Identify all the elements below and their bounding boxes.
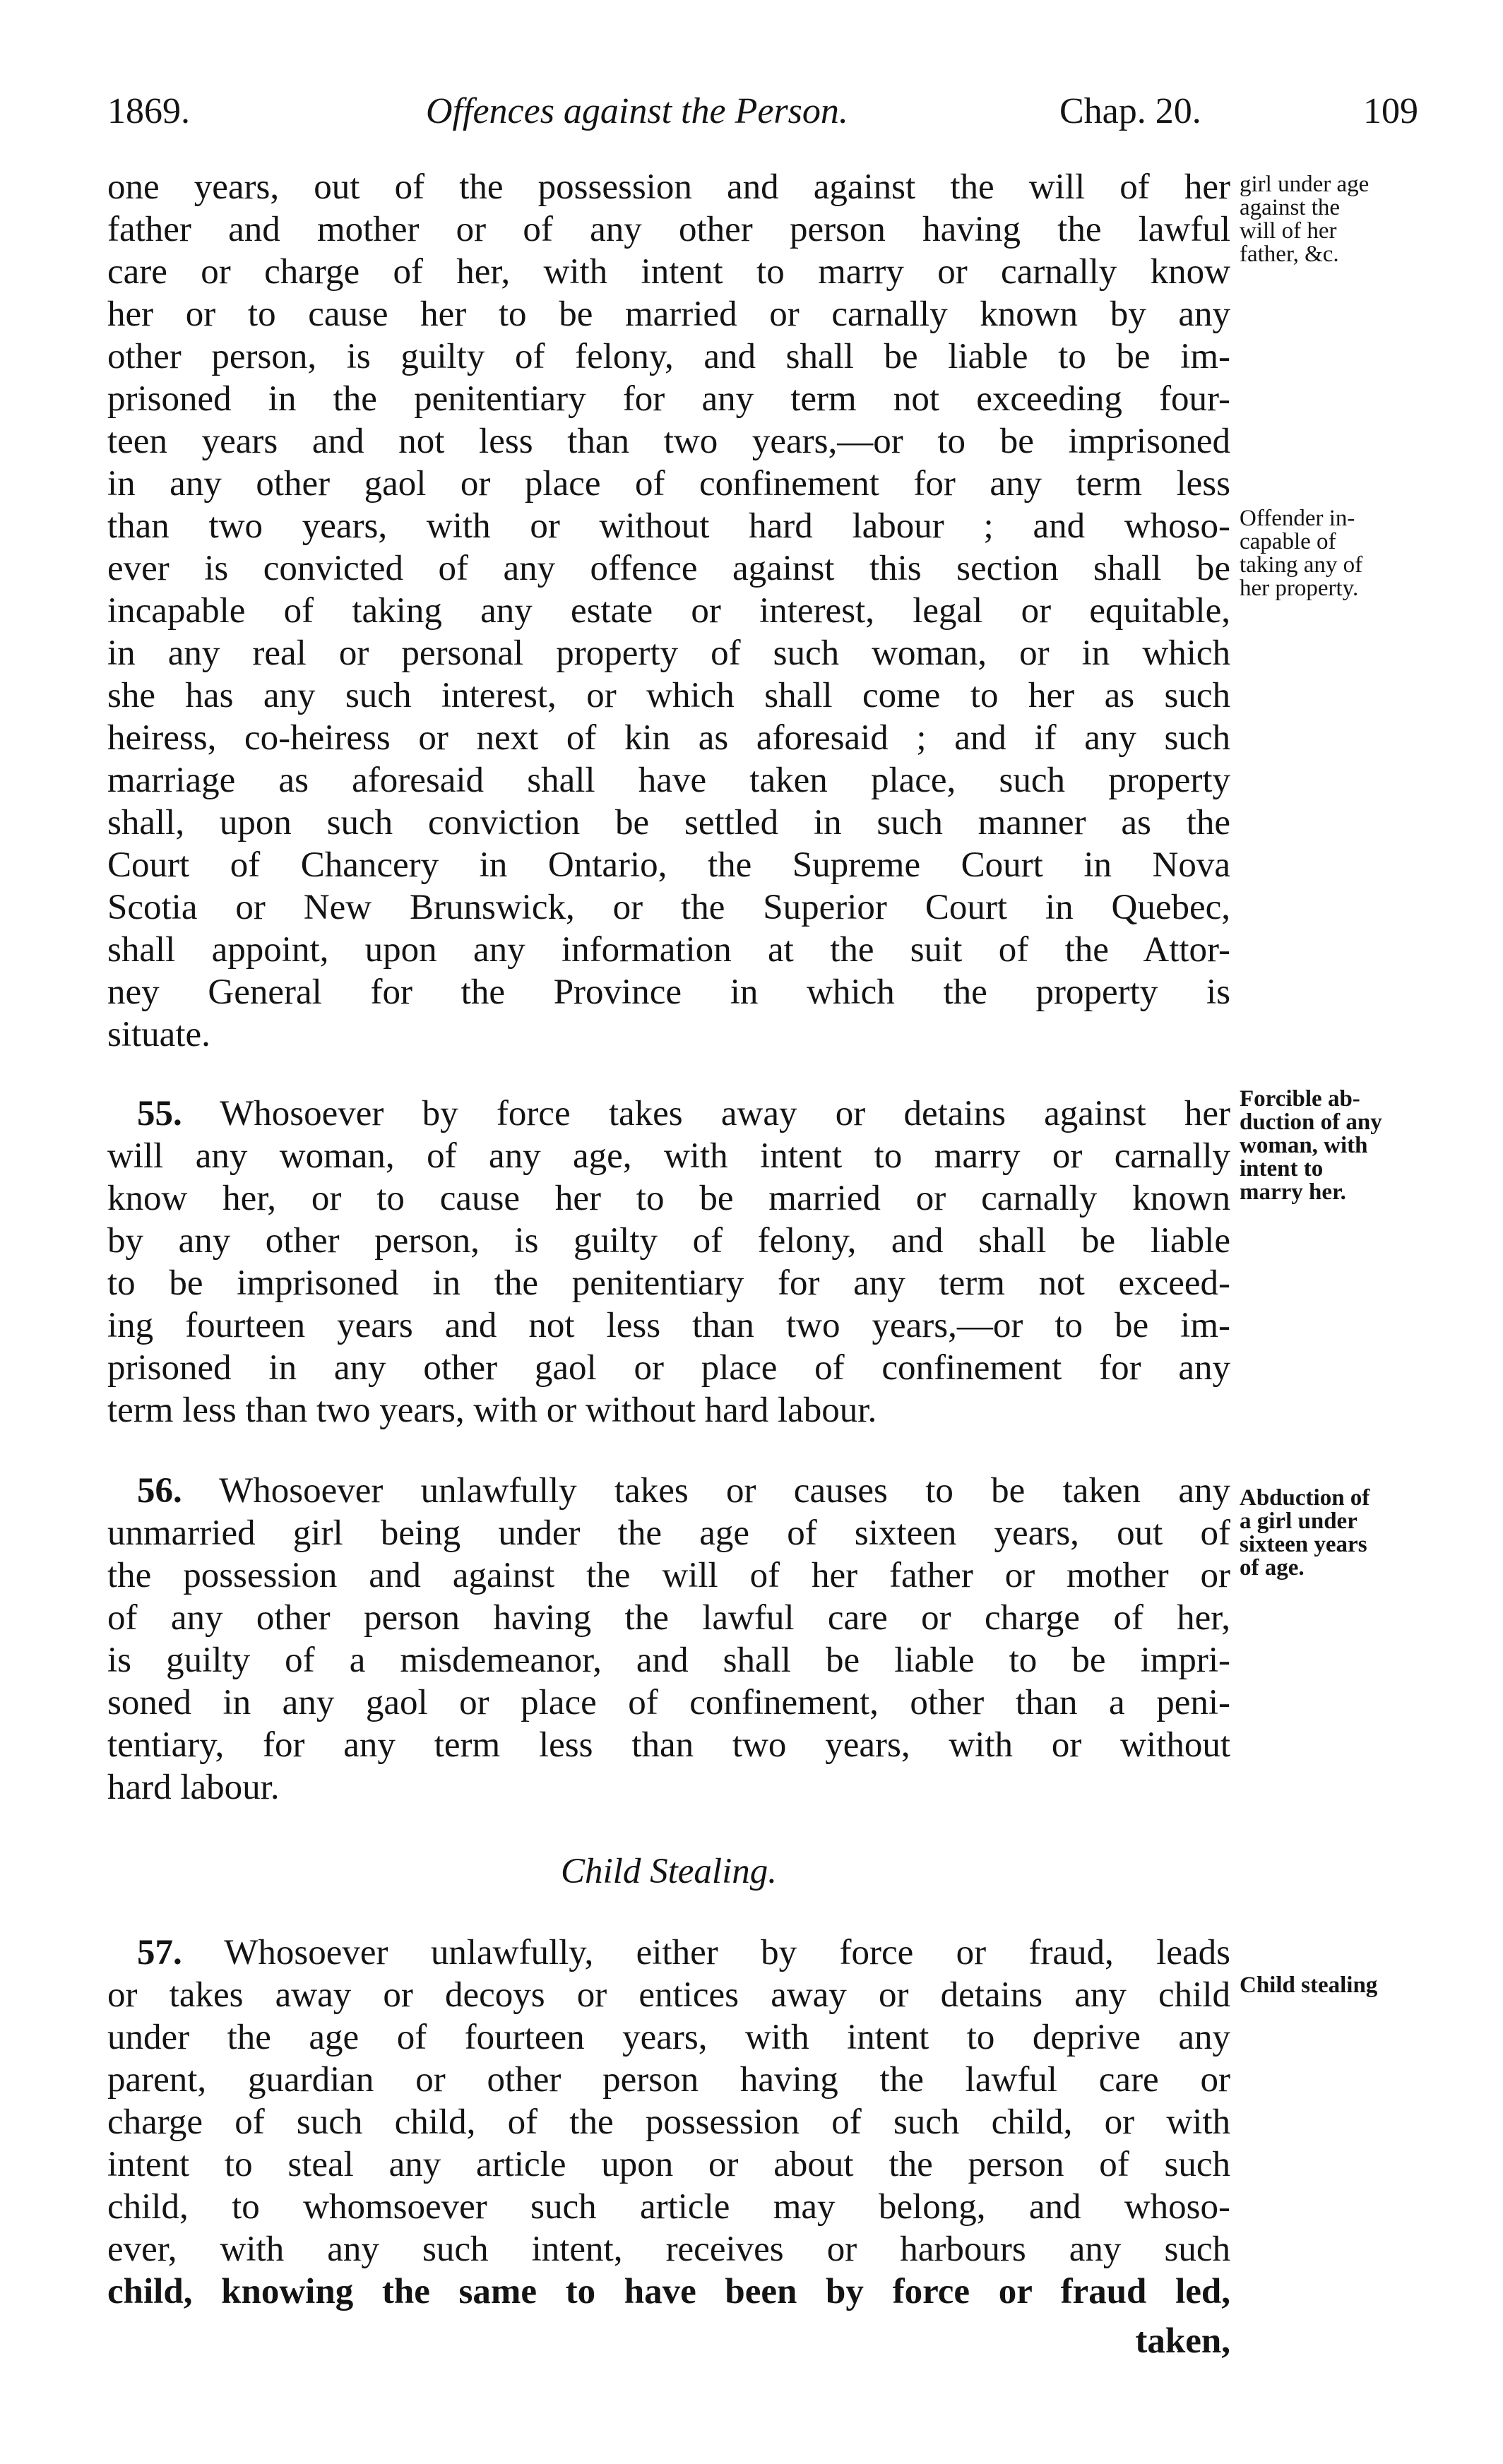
- text-line: to be imprisoned in the penitentiary for any term not exceed-: [107, 1263, 1230, 1303]
- margin-note-line: woman, with: [1240, 1133, 1368, 1158]
- section-text: Whosoever unlawfully, either by force or fraud, leads: [224, 1933, 1230, 1972]
- text-line: ing fourteen years and not less than two years,—or to be im-: [107, 1306, 1230, 1345]
- text-line: charge of such child, of the possession of such child, or with: [107, 2102, 1230, 2142]
- section-number: 56.: [137, 1471, 182, 1511]
- text-line: incapable of taking any estate or interest, legal or equitable,: [107, 591, 1230, 631]
- header-chapter: Chap. 20.: [1059, 91, 1201, 131]
- margin-note-child-stealing: [1240, 1974, 1377, 1997]
- text-line: tentiary, for any term less than two years, with or without: [107, 1725, 1230, 1765]
- section-55-first-line: [107, 1093, 1230, 1135]
- text-line: than two years, with or without hard labour ; and whoso-: [107, 506, 1230, 546]
- text-line: by any other person, is guilty of felony, and shall be liable: [107, 1221, 1230, 1261]
- margin-note-line: girl under age: [1240, 172, 1370, 197]
- section-number: 57.: [137, 1933, 182, 1972]
- text-line: know her, or to cause her to be married or carnally known: [107, 1179, 1230, 1218]
- margin-note-line: a girl under: [1240, 1508, 1358, 1534]
- margin-note-offender-incapable: [1240, 507, 1362, 600]
- text-line: situate.: [107, 1015, 210, 1054]
- section-number: 55.: [137, 1094, 182, 1133]
- margin-note-line: sixteen years: [1240, 1532, 1367, 1557]
- section-heading: Child Stealing.: [561, 1852, 777, 1891]
- text-line: of any other person having the lawful care or charge of her,: [107, 1598, 1230, 1638]
- section-text: Whosoever by force takes away or detains against her: [220, 1094, 1230, 1133]
- margin-note-line: Offender in-: [1240, 506, 1355, 531]
- text-line: prisoned in any other gaol or place of confinement for any: [107, 1348, 1230, 1388]
- margin-note-line: taking any of: [1240, 552, 1363, 578]
- margin-note-line: father, &c.: [1240, 242, 1339, 267]
- text-line: or takes away or decoys or entices away or detains any child: [107, 1975, 1230, 2015]
- margin-note-line: Child stealing: [1240, 1972, 1378, 1998]
- text-line: Court of Chancery in Ontario, the Supreme Court in Nova: [107, 845, 1230, 885]
- text-line: in any other gaol or place of confinement for any term less: [107, 464, 1230, 504]
- header-title: Offences against the Person.: [426, 91, 848, 131]
- text-line: unmarried girl being under the age of sixteen years, out of: [107, 1513, 1230, 1553]
- section-text: Whosoever unlawfully takes or causes to be taken any: [219, 1471, 1230, 1511]
- margin-note-line: marry her.: [1240, 1179, 1346, 1205]
- text-line: shall, upon such conviction be settled in such manner as the: [107, 803, 1230, 843]
- text-line: she has any such interest, or which shall come to her as such: [107, 676, 1230, 715]
- text-line: in any real or personal property of such woman, or in which: [107, 633, 1230, 673]
- text-line: under the age of fourteen years, with intent to deprive any: [107, 2018, 1230, 2057]
- text-line: ever, with any such intent, receives or harbours any such: [107, 2230, 1230, 2269]
- text-line: the possession and against the will of her father or mother or: [107, 1556, 1230, 1595]
- running-header: [0, 90, 1503, 140]
- text-line: shall appoint, upon any information at the suit of the Attor-: [107, 930, 1230, 970]
- text-line: will any woman, of any age, with intent to marry or carnally: [107, 1136, 1230, 1176]
- margin-note-line: capable of: [1240, 529, 1336, 554]
- text-line: care or charge of her, with intent to marry or carnally know: [107, 252, 1230, 292]
- section-56-first-line: [107, 1470, 1230, 1512]
- text-line: ney General for the Province in which the property is: [107, 972, 1230, 1012]
- text-line: marriage as aforesaid shall have taken place, such property: [107, 761, 1230, 800]
- text-line: Scotia or New Brunswick, or the Superior Court in Quebec,: [107, 888, 1230, 927]
- text-line: ever is convicted of any offence against this section shall be: [107, 549, 1230, 588]
- margin-note-line: will of her: [1240, 218, 1337, 244]
- margin-note-line: duction of any: [1240, 1109, 1382, 1135]
- catchword: taken,: [1135, 2321, 1230, 2361]
- text-line: child, to whomsoever such article may belong, and whoso-: [107, 2187, 1230, 2227]
- text-line: parent, guardian or other person having the lawful care or: [107, 2060, 1230, 2100]
- text-line: her or to cause her to be married or carnally known by any: [107, 294, 1230, 334]
- text-line: soned in any gaol or place of confinement, other than a peni-: [107, 1683, 1230, 1722]
- text-line: intent to steal any article upon or about the person of such: [107, 2145, 1230, 2184]
- text-line: one years, out of the possession and against the will of her: [107, 167, 1230, 207]
- header-page-number: 109: [1363, 91, 1418, 131]
- margin-note-girl-under-age: [1240, 173, 1369, 266]
- text-line: father and mother or of any other person having the lawful: [107, 210, 1230, 249]
- margin-note-line: against the: [1240, 195, 1341, 220]
- text-line: is guilty of a misdemeanor, and shall be liable to be impri-: [107, 1641, 1230, 1680]
- margin-note-abduction-girl: [1240, 1487, 1370, 1580]
- section-57-first-line: [107, 1932, 1230, 1974]
- margin-note-line: Forcible ab-: [1240, 1086, 1360, 1112]
- margin-note-line: her property.: [1240, 576, 1359, 601]
- text-line: heiress, co-heiress or next of kin as aforesaid ; and if any such: [107, 718, 1230, 758]
- text-line: term less than two years, with or without hard labour.: [107, 1391, 877, 1430]
- margin-note-line: intent to: [1240, 1156, 1324, 1182]
- text-line: hard labour.: [107, 1768, 280, 1807]
- text-line: prisoned in the penitentiary for any term not exceeding four-: [107, 379, 1230, 419]
- text-line: other person, is guilty of felony, and shall be liable to be im-: [107, 337, 1230, 376]
- text-line: child, knowing the same to have been by force or fraud led,: [107, 2272, 1230, 2311]
- margin-note-line: of age.: [1240, 1555, 1305, 1581]
- margin-note-forcible-abduction: [1240, 1088, 1382, 1204]
- text-line: teen years and not less than two years,—or to be imprisoned: [107, 422, 1230, 461]
- margin-note-line: Abduction of: [1240, 1485, 1370, 1511]
- header-year: 1869.: [107, 91, 190, 131]
